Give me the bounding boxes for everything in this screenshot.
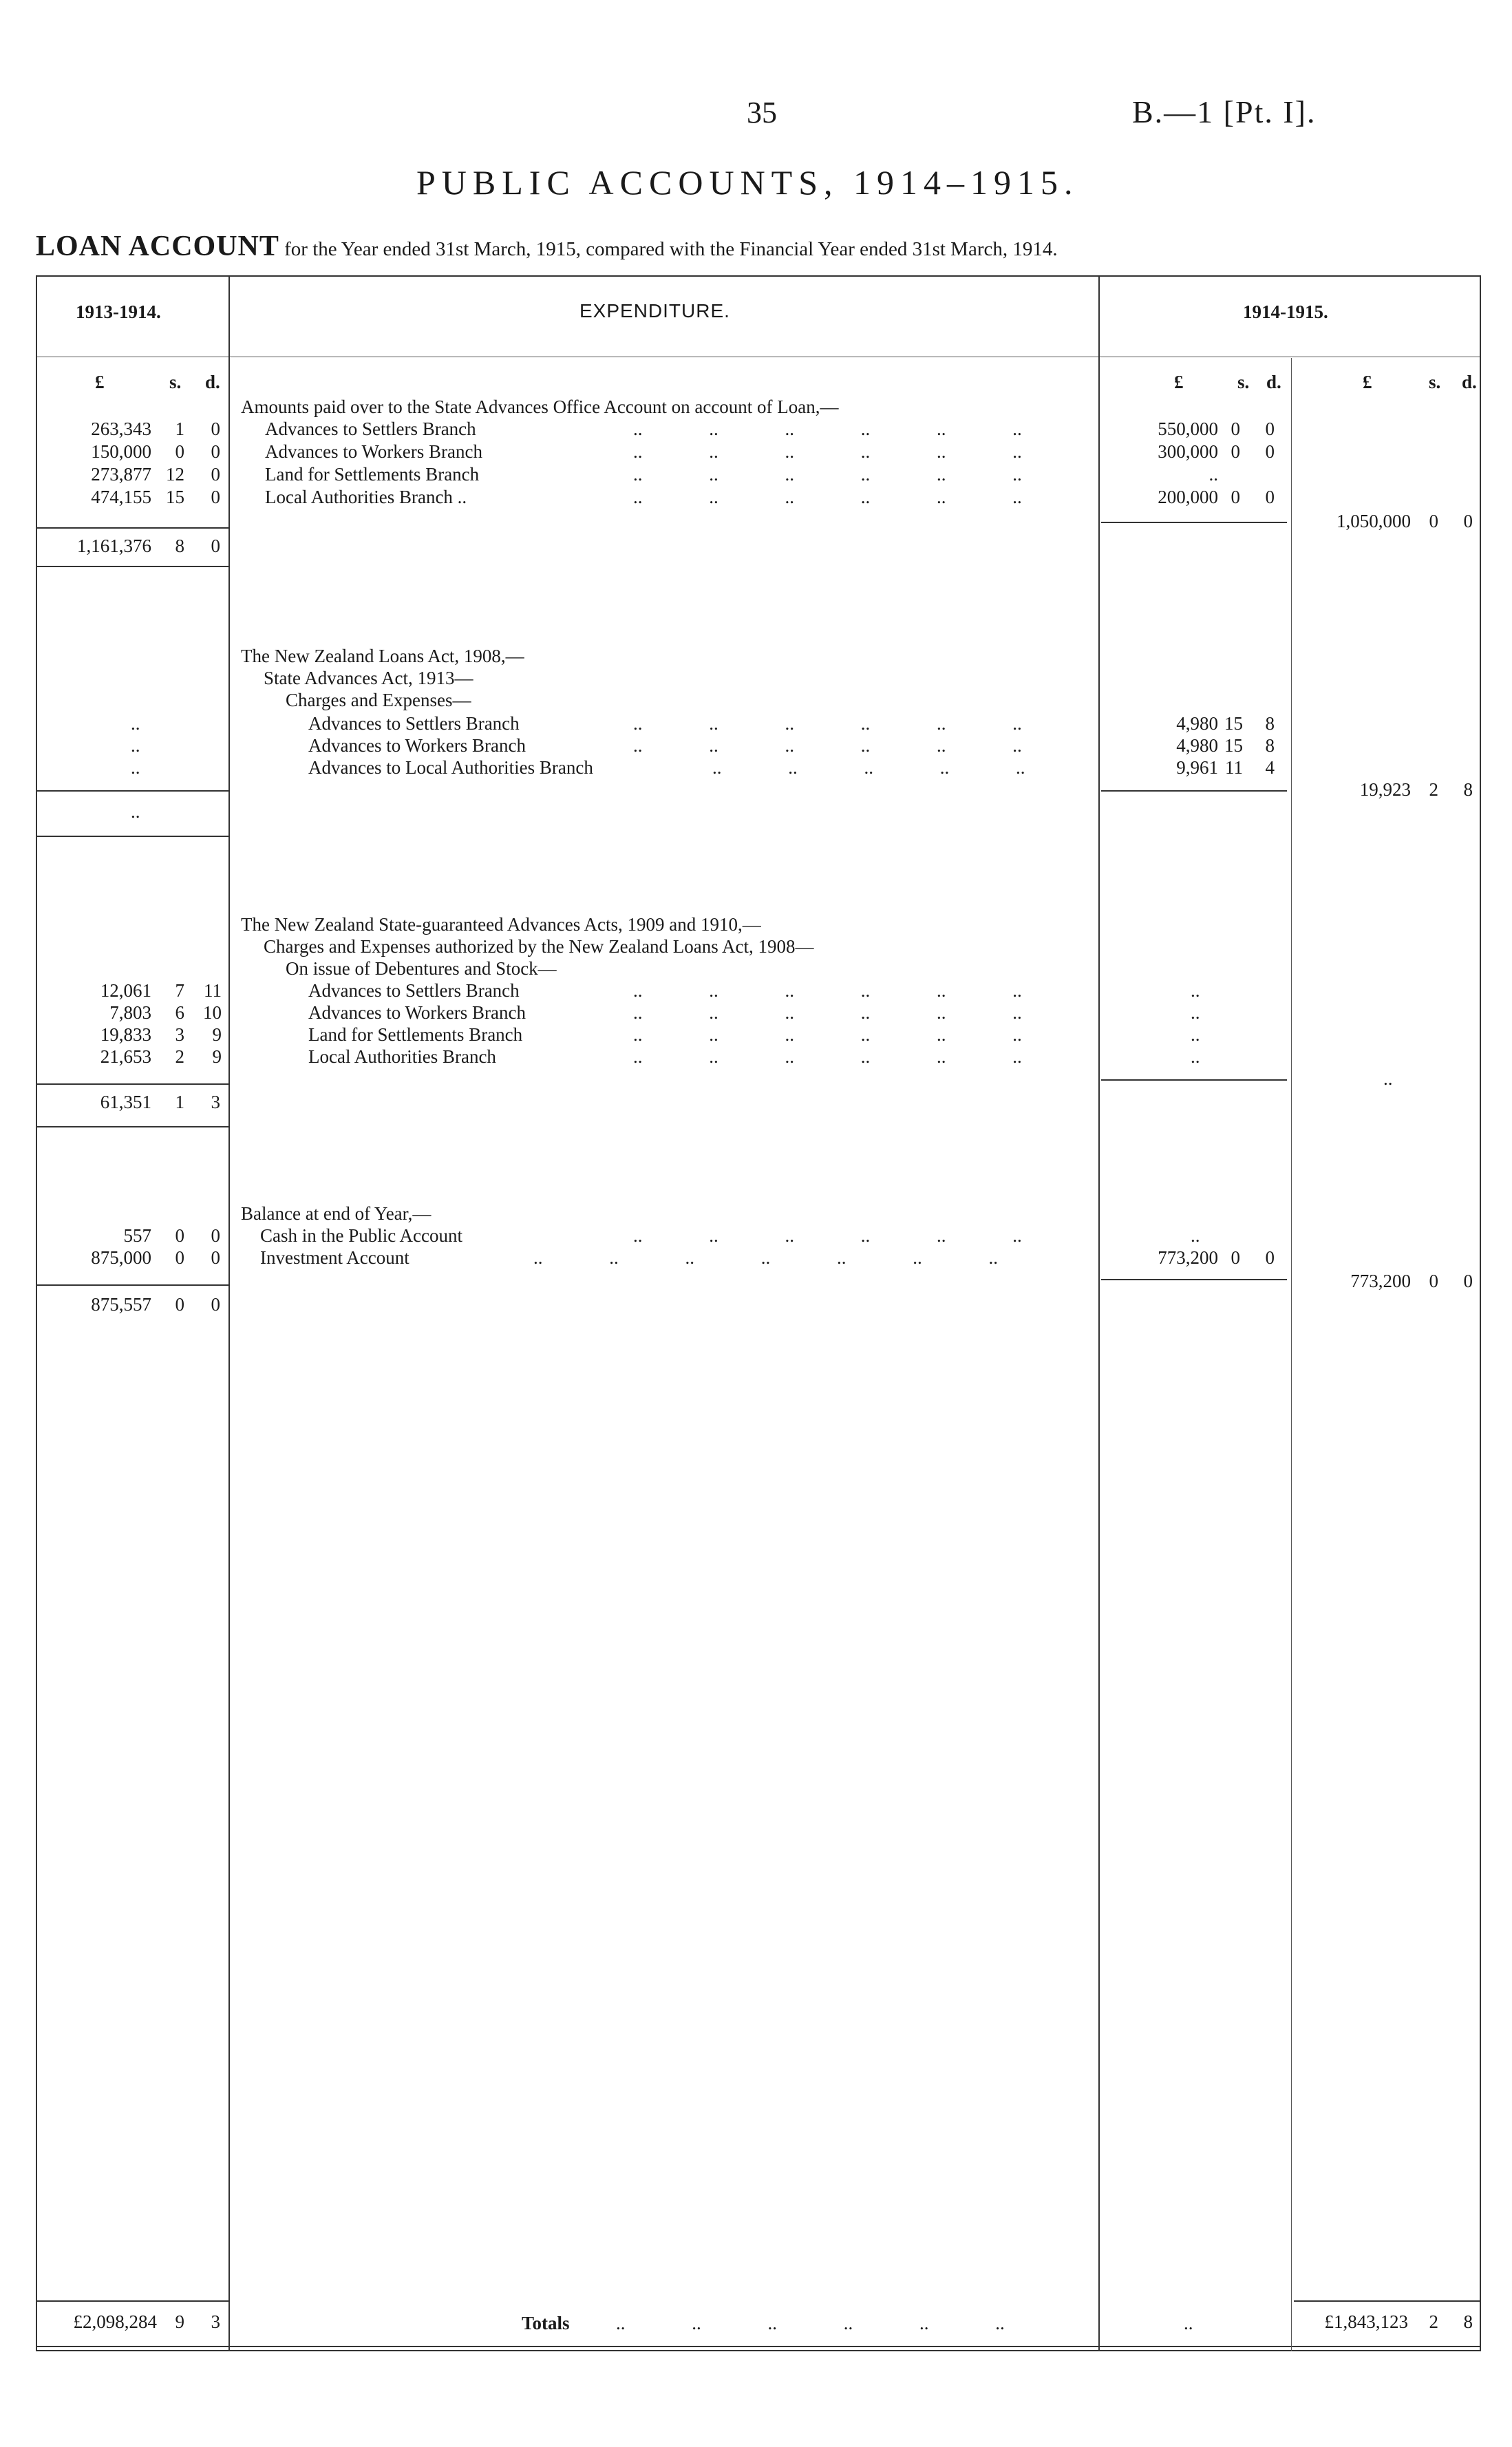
- document-reference: B.—1 [Pt. I].: [1132, 94, 1317, 129]
- page-number: 35: [747, 96, 777, 129]
- unit-shilling-prev: s.: [169, 372, 182, 392]
- unit-pound-curr-sub: £: [1174, 372, 1184, 392]
- column-header-expenditure: EXPENDITURE.: [579, 300, 730, 321]
- unit-pence-curr-sub: d.: [1266, 372, 1281, 392]
- column-header-1914-1915: 1914-1915.: [1243, 301, 1328, 322]
- unit-pound-curr: £: [1363, 372, 1372, 392]
- unit-pound-prev: £: [95, 372, 105, 392]
- unit-shilling-curr-sub: s.: [1237, 372, 1250, 392]
- account-heading: [36, 230, 1058, 263]
- unit-pence-prev: d.: [205, 372, 220, 392]
- totals-curr: £1,843,123: [1324, 2311, 1408, 2332]
- page-title: PUBLIC ACCOUNTS, 1914–1915.: [416, 163, 1079, 202]
- account-heading-label: LOAN ACCOUNT: [36, 231, 279, 262]
- column-header-1913-1914: 1913-1914.: [76, 301, 161, 322]
- dots-short: .. .. .. .. ..: [712, 757, 1025, 778]
- unit-pence-curr: d.: [1462, 372, 1477, 392]
- unit-shilling-curr: s.: [1429, 372, 1441, 392]
- totals-prev: £2,098,284: [73, 2311, 157, 2332]
- account-heading-rest: for the Year ended 31st March, 1915, compared with the Financial Year ended 31st March, 1914.: [284, 238, 1058, 260]
- dots-long: .. .. .. .. .. .. ..: [533, 1247, 998, 1268]
- totals-label: Totals: [522, 2313, 570, 2333]
- section1-heading: Amounts paid over to the State Advances Office Account on account of Loan,—: [241, 396, 839, 417]
